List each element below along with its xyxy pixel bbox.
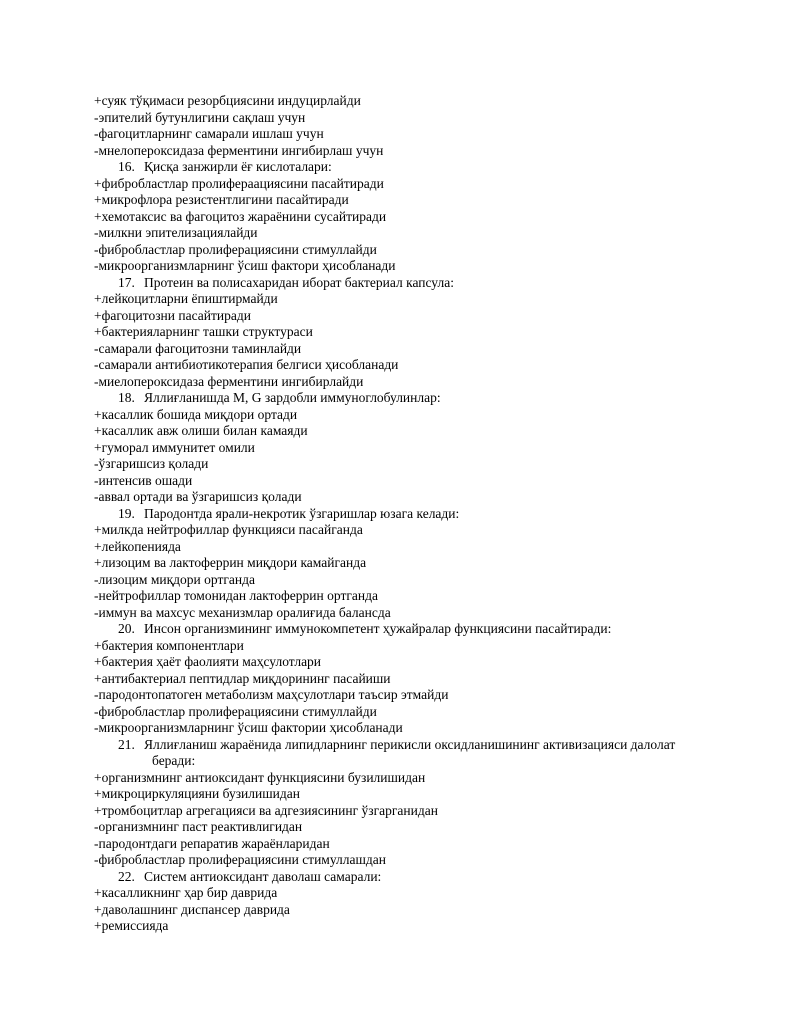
- answer-option: +бактерияларнинг ташки структураси: [94, 324, 313, 339]
- answer-option: -мнелопероксидаза ферментини ингибирлаш учун: [94, 142, 384, 158]
- answer-option: -фагоцитларнинг самарали ишлаш учун: [94, 126, 324, 141]
- question-text: Қисқа занжирли ёғ кислоталари:: [144, 159, 332, 174]
- question-number: 22.: [118, 868, 135, 884]
- answer-option: +тромбоцитлар агрегацияси ва адгезиясининг ўзгарганидан: [94, 802, 438, 818]
- answer-option: -пародонтдаги репаратив жараёнларидан: [94, 835, 330, 851]
- question-item: [94, 869, 734, 886]
- question-number: 17.: [118, 274, 135, 290]
- answer-option: -лизоцим миқдори ортганда: [94, 571, 255, 587]
- question-item: [94, 275, 734, 292]
- document-body: [94, 93, 734, 935]
- question-number: 18.: [118, 390, 135, 405]
- answer-option: -пародонтопатоген метаболизм маҳсулотлари таъсир этмайди: [94, 687, 449, 702]
- question-item: [94, 737, 734, 770]
- answer-option: +хемотаксис ва фагоцитоз жараёнини сусайтиради: [94, 208, 387, 224]
- answer-option: -организмнинг паст реактивлигидан: [94, 819, 303, 834]
- answer-option: -интенсив ошади: [94, 472, 193, 488]
- answer-option: +организмнинг антиоксидант функциясини бузилишидан: [94, 769, 426, 785]
- question-text: Протеин ва полисахаридан иборат бактериал капсула:: [144, 274, 454, 290]
- answer-option: +лейкопенияда: [94, 538, 181, 554]
- question-text-continuation: беради:: [152, 753, 196, 768]
- answer-option: +микроциркуляцияни бузилишидан: [94, 786, 300, 801]
- question-item: [94, 506, 734, 523]
- answer-option: -фибробластлар пролиферациясини стимуллайди: [94, 703, 377, 719]
- question-text: Яллиғланишда M, G зардобли иммуноглобулинлар:: [144, 390, 441, 405]
- answer-option: -самарали фагоцитозни таминлайди: [94, 340, 302, 356]
- answer-option: +суяк тўқимаси резорбциясини индуцирлайди: [94, 93, 361, 108]
- answer-option: +касалликнинг ҳар бир даврида: [94, 885, 278, 900]
- question-text: Яллиғланиш жараёнида липидларнинг перикисли оксидланишининг активизацияси далолат: [144, 736, 676, 752]
- answer-option: +микрофлора резистентлигини пасайтиради: [94, 192, 349, 207]
- answer-option: +даволашнинг диспансер даврида: [94, 901, 290, 917]
- question-text: Пародонтда ярали-некротик ўзгаришлар юзага келади:: [144, 505, 460, 521]
- answer-option: +фагоцитозни пасайтиради: [94, 307, 251, 323]
- question-number: 19.: [118, 505, 135, 521]
- answer-option: -эпителий бутунлигини сақлаш учун: [94, 109, 306, 125]
- answer-option: +касаллик авж олиши билан камаяди: [94, 423, 308, 438]
- question-item: [94, 159, 734, 176]
- question-item: [94, 621, 734, 638]
- answer-option: -микроорганизмларнинг ўсиш фактории ҳисобланади: [94, 720, 403, 735]
- answer-option: +бактерия ҳаёт фаолияти маҳсулотлари: [94, 654, 322, 669]
- answer-option: +бактерия компонентлари: [94, 637, 244, 653]
- answer-option: +фибробластлар пролифераациясини пасайтиради: [94, 175, 384, 191]
- question-number: 21.: [118, 736, 135, 752]
- question-item: [94, 390, 734, 407]
- question-text: Систем антиоксидант даволаш самарали:: [144, 868, 382, 884]
- answer-option: -аввал ортади ва ўзгаришсиз қолади: [94, 489, 302, 504]
- answer-option: -иммун ва махсус механизмлар оралиғида балансда: [94, 604, 391, 620]
- answer-option: +ремиссияда: [94, 918, 169, 933]
- answer-option: +касаллик бошида миқдори ортади: [94, 406, 298, 422]
- answer-option: -милкни эпителизациялайди: [94, 225, 258, 240]
- answer-option: +лейкоцитларни ёпиштирмайди: [94, 291, 278, 306]
- answer-option: +милкда нейтрофиллар функцияси пасайганда: [94, 522, 363, 537]
- answer-option: -миелопероксидаза ферментини ингибирлайди: [94, 373, 364, 389]
- question-text: Инсон организмининг иммунокомпетент ҳужайралар функциясини пасайтиради:: [144, 621, 612, 636]
- answer-option: -самарали антибиотикотерапия белгиси ҳисобланади: [94, 357, 399, 372]
- answer-option: +лизоцим ва лактоферрин миқдори камайганда: [94, 555, 367, 570]
- answer-option: -нейтрофиллар томонидан лактоферрин ортганда: [94, 588, 378, 603]
- answer-option: -микроорганизмларнинг ўсиш фактори ҳисобланади: [94, 258, 396, 273]
- question-number: 20.: [118, 621, 135, 636]
- question-number: 16.: [118, 159, 135, 174]
- answer-option: -ўзгаришсиз қолади: [94, 456, 209, 471]
- answer-option: +гуморал иммунитет омили: [94, 439, 255, 455]
- answer-option: -фибробластлар пролиферациясини стимуллашдан: [94, 852, 386, 867]
- answer-option: -фибробластлар пролиферациясини стимуллайди: [94, 241, 377, 257]
- answer-option: +антибактериал пептидлар миқдорининг пасайиши: [94, 670, 391, 686]
